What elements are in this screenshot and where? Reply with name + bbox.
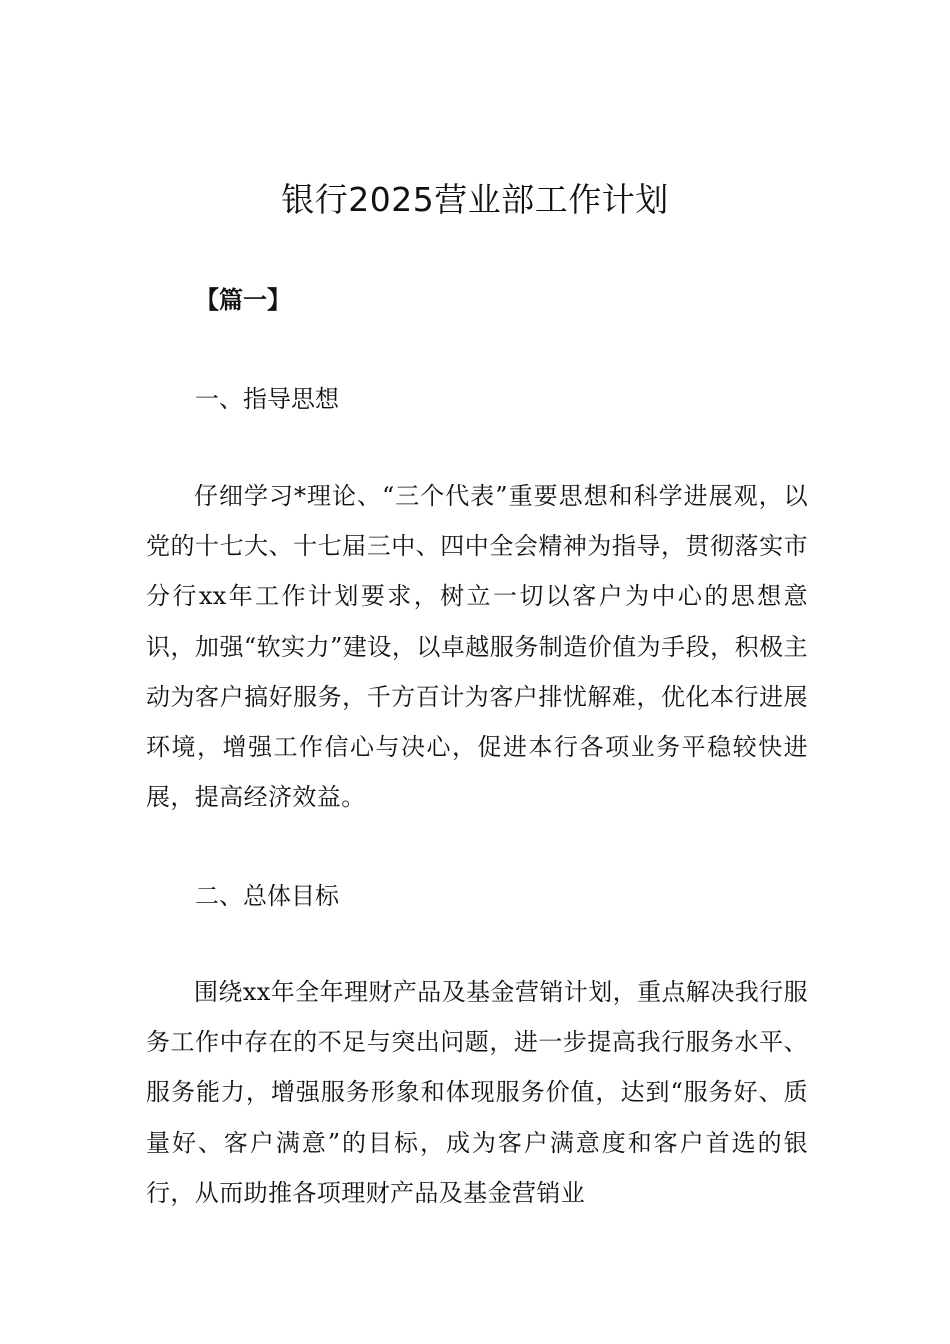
document-title: 银行2025营业部工作计划 xyxy=(281,180,669,219)
section-paragraph-overall-goal: 围绕xx年全年理财产品及基金营销计划，重点解决我行服务工作中存在的不足与突出问题，进一步提高我行服务水平、服务能力，增强服务形象和体现服务价值，达到“服务好、质量好、客户满意”的目标，成为客户满意度和客户首选的银行，从而助推各项理财产品及基金营销业 xyxy=(146,978,808,1207)
part-label: 【篇一】 xyxy=(195,286,291,314)
section-heading-overall-goal: 二、总体目标 xyxy=(195,882,339,910)
section-paragraph-guiding-thought: 仔细学习*理论、“三个代表”重要思想和科学进展观，以党的十七大、十七届三中、四中全会精神为指导，贯彻落实市分行xx年工作计划要求，树立一切以客户为中心的思想意识，加强“软实力”建设，以卓越服务制造价值为手段，积极主动为客户搞好服务，千方百计为客户排忧解难，优化本行进展环境，增强工作信心与决心，促进本行各项业务平稳较快进展，提高经济效益。 xyxy=(146,482,808,812)
section-heading-guiding-thought: 一、指导思想 xyxy=(195,385,339,413)
